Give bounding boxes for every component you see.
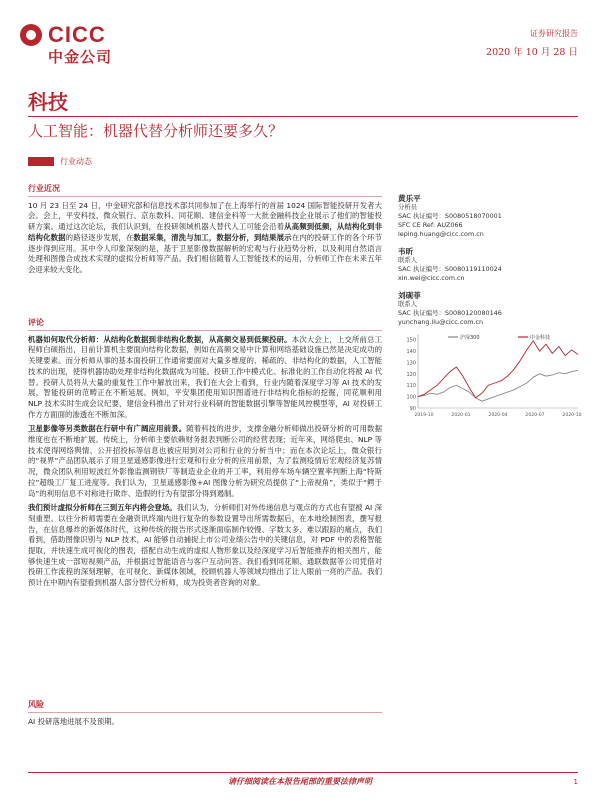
tag-bar-icon <box>28 157 54 166</box>
risk-section <box>28 700 382 731</box>
recent-section <box>28 184 382 280</box>
report-date: 2020 年 10 月 28 日 <box>486 47 578 58</box>
performance-chart <box>398 326 583 421</box>
y-tick-label: 130 <box>406 360 416 367</box>
analyst-role: 分析员 <box>398 203 418 211</box>
analyst-sac-id: SAC 执证编号：S0080119110024 <box>398 265 502 273</box>
doc-tag <box>28 156 92 167</box>
sector-title: 科技 <box>28 90 68 114</box>
logo-cn: 中金公司 <box>48 48 113 66</box>
analyst-role: 联系人 <box>398 300 418 308</box>
analyst-card <box>398 194 583 239</box>
analyst-sac-id: SAC 执证编号：S0080120080146 <box>398 309 502 317</box>
footer-divider <box>28 772 578 773</box>
comment-paragraph-1: 机器如何取代分析师：从结构化数据到非结构化数据，从高频交易到低频投研。本次大会上，上交所前总工程师白硕指出，目前计算机主要面向结构化数据，例如在高频交易中计算和网络基础设施已然是决定成功的关键要素。而分析师从事的基本面投研工作通常要面对大量多维度的、稀疏的、非结构化的数据，人工智能技术的出现，使得机器协助处理非结构化数据成为可能。投研工作中模式化、标准化的工作自动化将被 AI 代替。投研人员将从大量的重复性工作中解放出来，我们在大会上看到，行业内随着深度学习等 AI 技术的发展，智能投研的范畴正在不断延展。例如，平安集团使用知识图谱进行非结构化指标的挖掘，同花顺利用 NLP 技术实时生成会议纪要，建信金科推出了针对行业科研的智能数据引擎等智能风控模型等，AI 对投研工作方方面面的渗透在不断加深。 <box>28 334 382 419</box>
analyst-name: 韦昕 <box>398 247 414 256</box>
comment-paragraph-2: 卫星影像等另类数据在行研中有广阔应用前景。随着科技的进步，支撑金融分析师做出投研分析的可用数据维度也在不断地扩展。传统上，分析师主要依赖财务报表判断公司的经营表现；近年来，网络爬虫、NLP 等技术使得网络舆情、公开招投标等信息也被应用到对公司和行业的分析当中；而在本次论坛上，微众银行的“视界”产品团队展示了用卫星遥感影像进行宏观和行业分析的应用前景，为了监测疫情后宏观经济复苏情况，微众团队利用短波红外影像监测钢铁厂等制造业企业的开工率，利用停车场车辆空置率判断上海“特斯拉”超级工厂复工进度等。我们认为，卫星遥感影像+AI 图像分析为研究员提供了“上帝视角”，类似于“鳄于岛”的利用信息不对称进行欺诈、造假的行为有望部分得到遏制。 <box>28 424 382 498</box>
analyst-email[interactable]: xin.wei@cicc.com.cn <box>398 274 465 282</box>
analyst-sac-id: SAC 执证编号：S0080518070001 <box>398 212 502 220</box>
recent-paragraph: 10 月 23 日至 24 日，中金研究部和信息技术部共同参加了在上海举行的首届 1024 国际智能投研开发者大会。会上，平安科技、微众银行、京东数科、同花顺、建信金科等一大批金融科技企业展示了他们的智能投研方案。通过这次论坛，我们认识到，在投研领域机器人替代人工可能会沿着从高频到低频，从结构化到非结构化数据的路径逐步发展，在数据采集，清洗与加工，数据分析，到结果展示在内的投研工作的各个环节逐步得到应用。其中令人印象深刻的是，基于卫星影像数据解析的宏观与行业趋势分析，以及利用自然语言处理和图像合成技术实现的虚拟分析师等产品。我们相信随着人工智能技术的运用，分析师工作在未来五年会迎来较大变化。 <box>28 200 382 274</box>
risk-heading: 风险 <box>28 700 382 713</box>
y-tick-label: 90 <box>409 406 416 412</box>
comment-paragraph-3: 我们预计虚拟分析师在三到五年内将会登场。我们认为，分析师们对外传递信息与观点的方式也有望被 AI 深刻重塑。以往分析师需要在金融资讯终端内进行复杂的参数设置导出所需数据后，在本地绘制图表，撰写报告，在信息爆炸的新媒体时代，这种传统的报告形式逐渐面临制作较慢、字数太多、难以跟踪的痛点，我们看到，借助图像识别与 NLP 技术，AI 能够自动捕捉上市公司业绩公告中的关键信息，对 PDF 中的表格智能提取，并快速生成可视化的图表，搭配自动生成的虚拟人物形象以及经深度学习后智能推荐的相关图片，能够快速生成一部短视频产品，并根据过智能语音与客户互动问答。我们看到同花顺、通联数据等公司凭借对投研工作流程的深刻理解，在可视化、新媒体领域，投顾机器人等领域均推出了让人眼前一亮的产品。我们预计在中期内有望看到机器人部分替代分析师，成为投资者咨询的对象。 <box>28 503 382 588</box>
analyst-card <box>398 291 583 327</box>
y-tick-label: 140 <box>406 349 416 356</box>
report-title: 人工智能：机器代替分析师还要多久？ <box>28 122 284 140</box>
analyst-card <box>398 247 583 283</box>
legend-label: 沪深300 <box>460 335 480 341</box>
risk-text: AI 投研落地进展不及预期。 <box>28 716 119 726</box>
doc-tag-label: 行业动态 <box>60 157 92 166</box>
cicc-logo <box>20 22 112 67</box>
analyst-email[interactable]: leping.huang@cicc.com.cn <box>398 230 484 238</box>
logo-en: CICC <box>48 22 106 47</box>
analyst-role: 联系人 <box>398 256 418 264</box>
footer-disclaimer: 请仔细阅读在本报告尾部的重要法律声明 <box>228 777 372 786</box>
doc-type: 证券研究报告 <box>530 29 578 38</box>
x-tick-label: 2020-01 <box>451 413 471 418</box>
x-tick-label: 2020-10 <box>562 413 582 418</box>
analyst-email[interactable]: yunchang.liu@cicc.com.cn <box>398 318 484 326</box>
y-tick-label: 110 <box>406 383 416 390</box>
x-tick-label: 2019-10 <box>414 413 434 418</box>
legend-label: 中金科技 <box>530 335 551 341</box>
analyst-name: 刘砚菲 <box>398 291 421 300</box>
analyst-panel <box>398 194 583 327</box>
analyst-name: 黄乐平 <box>398 194 421 203</box>
cicc-logo-icon <box>20 24 42 46</box>
analyst-sfc-ref: SFC CE Ref: AUZ066 <box>398 221 463 229</box>
x-tick-label: 2020-04 <box>488 413 508 418</box>
title-divider <box>28 116 578 117</box>
comment-heading: 评论 <box>28 318 382 331</box>
page-number: 1 <box>573 778 578 786</box>
y-tick-label: 120 <box>406 371 416 378</box>
y-tick-label: 100 <box>406 394 416 401</box>
comment-section <box>28 318 382 593</box>
series-line-2 <box>418 341 578 398</box>
series-line-1 <box>418 370 578 401</box>
x-tick-label: 2020-07 <box>525 413 545 418</box>
recent-heading: 行业近况 <box>28 184 382 197</box>
y-tick-label: 150 <box>406 337 416 344</box>
